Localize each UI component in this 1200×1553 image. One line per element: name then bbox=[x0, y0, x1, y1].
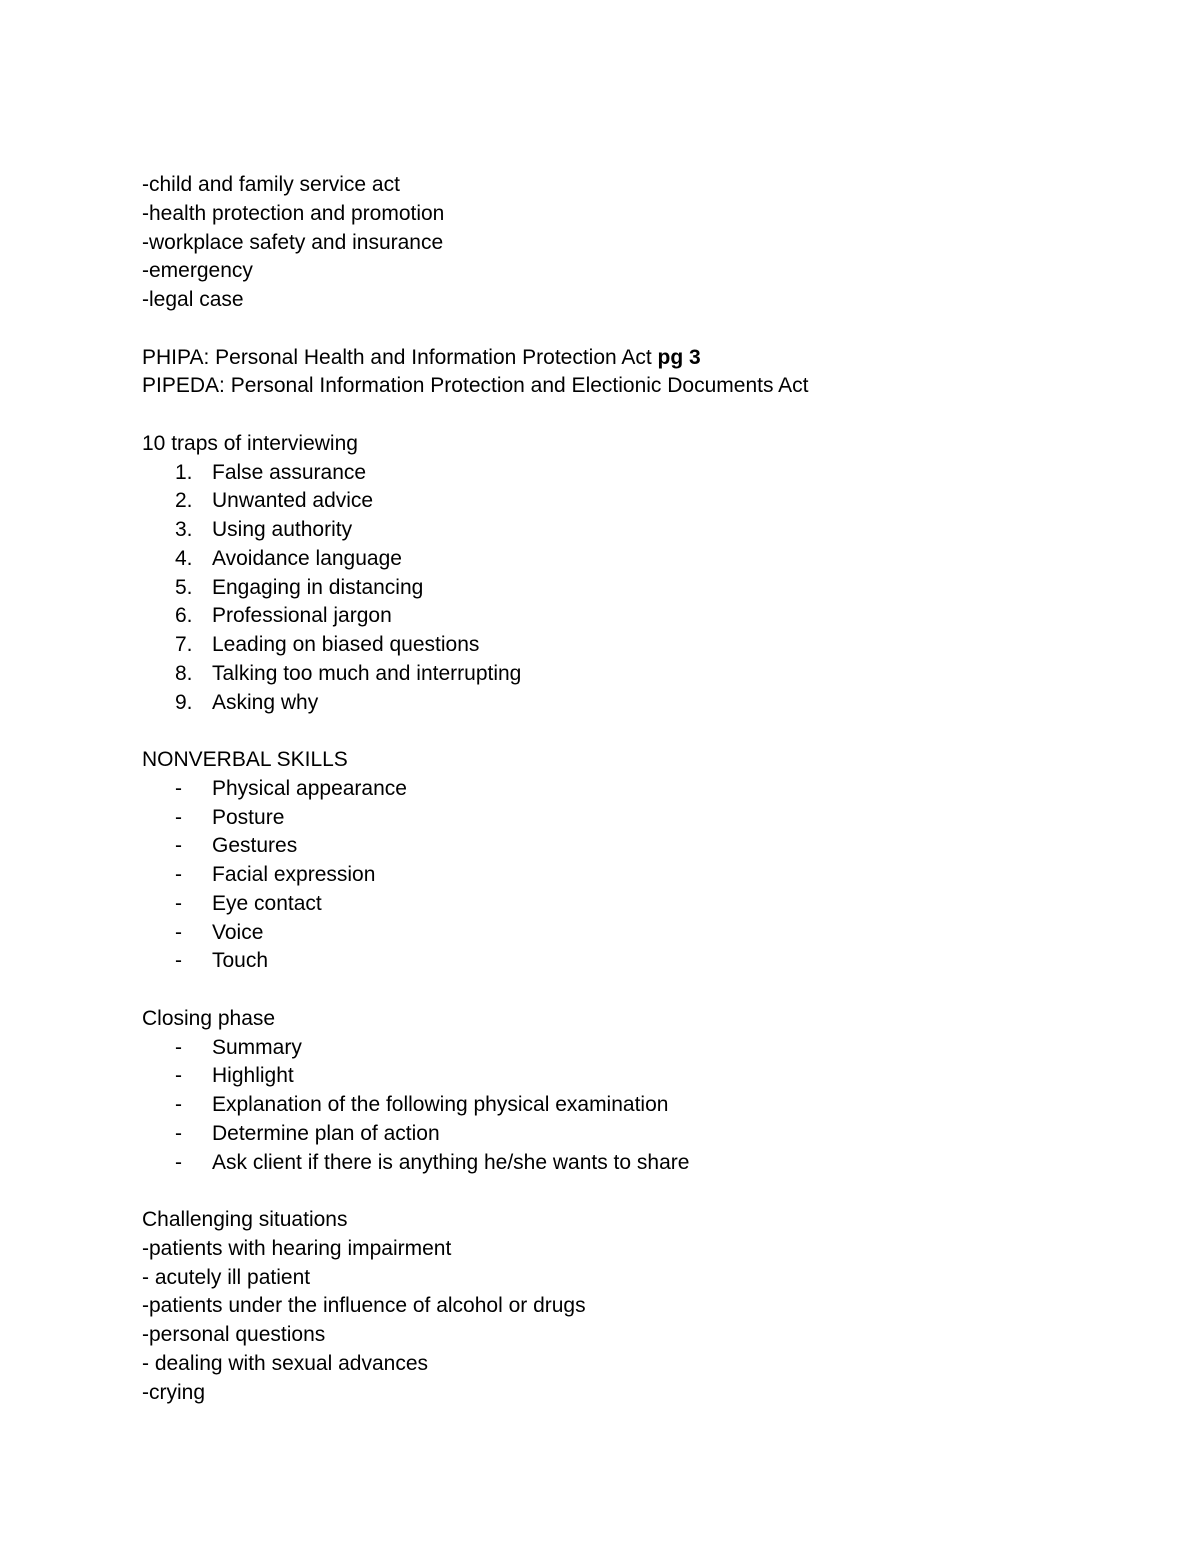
bullet-dash: - bbox=[175, 1150, 182, 1174]
phipa-text: PHIPA: Personal Health and Information Protection Act bbox=[142, 345, 658, 369]
list-item bbox=[142, 947, 1142, 976]
page-reference: pg 3 bbox=[657, 345, 701, 369]
bullet-dash: - bbox=[175, 949, 182, 973]
list-item-text: Summary bbox=[212, 1035, 302, 1059]
list-item bbox=[142, 1120, 1142, 1149]
list-item bbox=[142, 602, 1142, 631]
list-item-text: Touch bbox=[212, 949, 269, 973]
list-item-text: Gestures bbox=[212, 834, 298, 858]
list-item-text: Unwanted advice bbox=[212, 489, 374, 513]
blank-line bbox=[142, 315, 1142, 344]
list-item-text: Posture bbox=[212, 805, 285, 829]
list-item: -personal questions bbox=[142, 1323, 326, 1346]
list-item-text: Talking too much and interrupting bbox=[212, 661, 522, 685]
list-number: 8. bbox=[175, 661, 193, 685]
list-item bbox=[142, 1062, 1142, 1091]
acts-list bbox=[142, 171, 1142, 315]
blank-line bbox=[142, 717, 1142, 746]
list-item-text: Physical appearance bbox=[212, 776, 407, 800]
nonverbal-list bbox=[142, 775, 1142, 976]
list-item bbox=[142, 574, 1142, 603]
list-item: -patients under the influence of alcohol or drugs bbox=[142, 1294, 586, 1318]
list-item: -emergency bbox=[142, 259, 253, 283]
list-item bbox=[142, 775, 1142, 804]
list-item bbox=[142, 804, 1142, 833]
bullet-dash: - bbox=[175, 863, 182, 886]
list-item bbox=[142, 861, 1142, 890]
list-item: -crying bbox=[142, 1380, 206, 1404]
traps-heading: 10 traps of interviewing bbox=[142, 431, 358, 455]
closing-list bbox=[142, 1034, 1142, 1178]
list-item bbox=[142, 631, 1142, 660]
blank-line bbox=[142, 401, 1142, 430]
phipa-definition bbox=[142, 344, 1142, 373]
list-item bbox=[142, 1149, 1142, 1178]
list-item-text: False assurance bbox=[212, 460, 367, 484]
bullet-dash: - bbox=[175, 920, 182, 944]
list-item-text: Highlight bbox=[212, 1064, 294, 1088]
list-item bbox=[142, 1091, 1142, 1120]
list-item-text: Eye contact bbox=[212, 891, 322, 915]
list-number: 1. bbox=[175, 460, 193, 484]
list-item bbox=[142, 487, 1142, 516]
bullet-dash: - bbox=[175, 776, 182, 800]
list-number: 3. bbox=[175, 518, 193, 541]
list-item bbox=[142, 689, 1142, 718]
list-number: 2. bbox=[175, 489, 193, 513]
list-number: 9. bbox=[175, 690, 193, 714]
nonverbal-heading: NONVERBAL SKILLS bbox=[142, 748, 348, 771]
list-number: 6. bbox=[175, 604, 193, 628]
list-item bbox=[142, 545, 1142, 574]
list-item: - acutely ill patient bbox=[142, 1265, 311, 1289]
list-item-text: Facial expression bbox=[212, 863, 376, 886]
list-item-text: Asking why bbox=[212, 690, 319, 714]
list-item bbox=[142, 516, 1142, 545]
list-number: 7. bbox=[175, 633, 193, 656]
challenging-list bbox=[142, 1235, 1142, 1408]
list-item bbox=[142, 1034, 1142, 1063]
list-item: -child and family service act bbox=[142, 173, 400, 196]
list-item: -workplace safety and insurance bbox=[142, 230, 444, 254]
list-item-text: Avoidance language bbox=[212, 546, 402, 570]
pipeda-definition: PIPEDA: Personal Information Protection and Electionic Documents Act bbox=[142, 374, 809, 398]
list-item-text: Voice bbox=[212, 920, 264, 944]
list-item-text: Engaging in distancing bbox=[212, 575, 424, 599]
list-item: -health protection and promotion bbox=[142, 201, 445, 225]
closing-heading: Closing phase bbox=[142, 1006, 276, 1030]
bullet-dash: - bbox=[175, 1121, 182, 1145]
bullet-dash: - bbox=[175, 1064, 182, 1088]
bullet-dash: - bbox=[175, 891, 182, 915]
list-item-text: Ask client if there is anything he/she wants to share bbox=[212, 1150, 690, 1174]
list-item-text: Professional jargon bbox=[212, 604, 392, 628]
list-item-text: Using authority bbox=[212, 518, 353, 541]
challenging-heading: Challenging situations bbox=[142, 1208, 348, 1231]
bullet-dash: - bbox=[175, 1035, 182, 1059]
list-item: - dealing with sexual advances bbox=[142, 1351, 429, 1375]
list-item bbox=[142, 459, 1142, 488]
bullet-dash: - bbox=[175, 834, 182, 858]
document-page bbox=[142, 171, 1142, 1407]
blank-line bbox=[142, 976, 1142, 1005]
list-item-text: Leading on biased questions bbox=[212, 633, 480, 656]
list-number: 4. bbox=[175, 546, 193, 570]
list-number: 5. bbox=[175, 575, 193, 599]
list-item bbox=[142, 832, 1142, 861]
list-item bbox=[142, 890, 1142, 919]
blank-line bbox=[142, 1177, 1142, 1206]
bullet-dash: - bbox=[175, 1093, 182, 1116]
list-item: -patients with hearing impairment bbox=[142, 1236, 452, 1260]
list-item-text: Determine plan of action bbox=[212, 1121, 440, 1145]
traps-list bbox=[142, 459, 1142, 718]
list-item bbox=[142, 919, 1142, 948]
list-item: -legal case bbox=[142, 288, 244, 311]
bullet-dash: - bbox=[175, 805, 182, 829]
list-item-text: Explanation of the following physical examination bbox=[212, 1093, 669, 1116]
list-item bbox=[142, 660, 1142, 689]
